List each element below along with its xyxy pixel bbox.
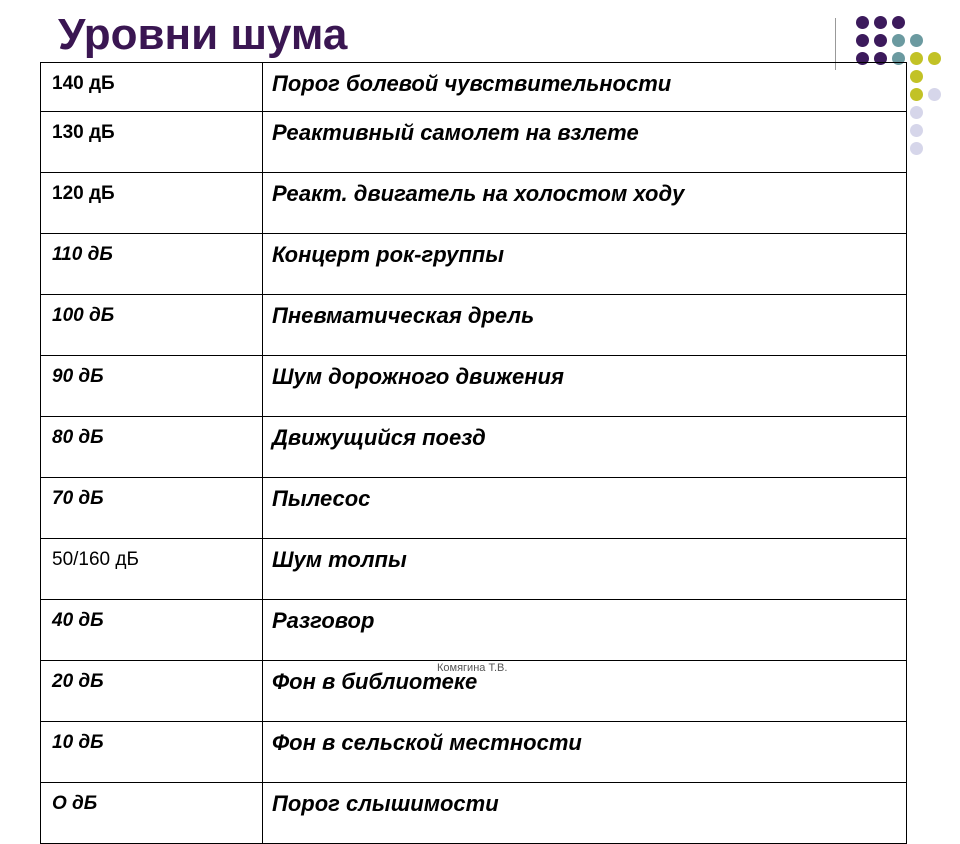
table-row	[41, 783, 907, 844]
dot-icon	[856, 16, 869, 29]
source-cell: Движущийся поезд	[263, 417, 907, 478]
dot-icon	[874, 16, 887, 29]
level-cell: 130 дБ	[41, 112, 263, 173]
level-cell: 80 дБ	[41, 417, 263, 478]
level-cell: 90 дБ	[41, 356, 263, 417]
dot-icon	[856, 34, 869, 47]
table-row	[41, 63, 907, 112]
source-cell: Концерт рок-группы	[263, 234, 907, 295]
dot-icon	[874, 34, 887, 47]
level-cell: 110 дБ	[41, 234, 263, 295]
dot-icon	[892, 16, 905, 29]
source-cell: Реакт. двигатель на холостом ходу	[263, 173, 907, 234]
dot-icon	[910, 34, 923, 47]
dot-icon	[928, 52, 941, 65]
table-row	[41, 478, 907, 539]
table-row	[41, 722, 907, 783]
slide-title: Уровни шума	[58, 10, 348, 59]
level-cell: 40 дБ	[41, 600, 263, 661]
table-row	[41, 234, 907, 295]
table-row	[41, 600, 907, 661]
source-cell: Шум толпы	[263, 539, 907, 600]
table-row	[41, 295, 907, 356]
author-footer: Комягина Т.В.	[437, 662, 508, 674]
level-cell: 120 дБ	[41, 173, 263, 234]
table-row	[41, 539, 907, 600]
level-cell: 10 дБ	[41, 722, 263, 783]
source-cell: Порог слышимости	[263, 783, 907, 844]
level-cell: 70 дБ	[41, 478, 263, 539]
dot-icon	[910, 142, 923, 155]
level-cell: 140 дБ	[41, 63, 263, 112]
table-row	[41, 173, 907, 234]
dot-icon	[892, 34, 905, 47]
table-row	[41, 356, 907, 417]
level-cell: 20 дБ	[41, 661, 263, 722]
source-cell: Пылесос	[263, 478, 907, 539]
source-cell: Пневматическая дрель	[263, 295, 907, 356]
table-row	[41, 112, 907, 173]
dot-icon	[910, 106, 923, 119]
dot-icon	[910, 52, 923, 65]
source-cell: Шум дорожного движения	[263, 356, 907, 417]
dot-icon	[910, 88, 923, 101]
source-cell: Реактивный самолет на взлете	[263, 112, 907, 173]
dot-icon	[910, 70, 923, 83]
level-cell: 50/160 дБ	[41, 539, 263, 600]
source-cell: Разговор	[263, 600, 907, 661]
source-cell: Фон в библиотеке	[263, 661, 907, 722]
dot-icon	[928, 88, 941, 101]
source-cell: Фон в сельской местности	[263, 722, 907, 783]
level-cell: 100 дБ	[41, 295, 263, 356]
noise-levels-table	[40, 62, 907, 844]
level-cell: О дБ	[41, 783, 263, 844]
table-row	[41, 417, 907, 478]
dot-icon	[910, 124, 923, 137]
source-cell: Порог болевой чувствительности	[263, 63, 907, 112]
